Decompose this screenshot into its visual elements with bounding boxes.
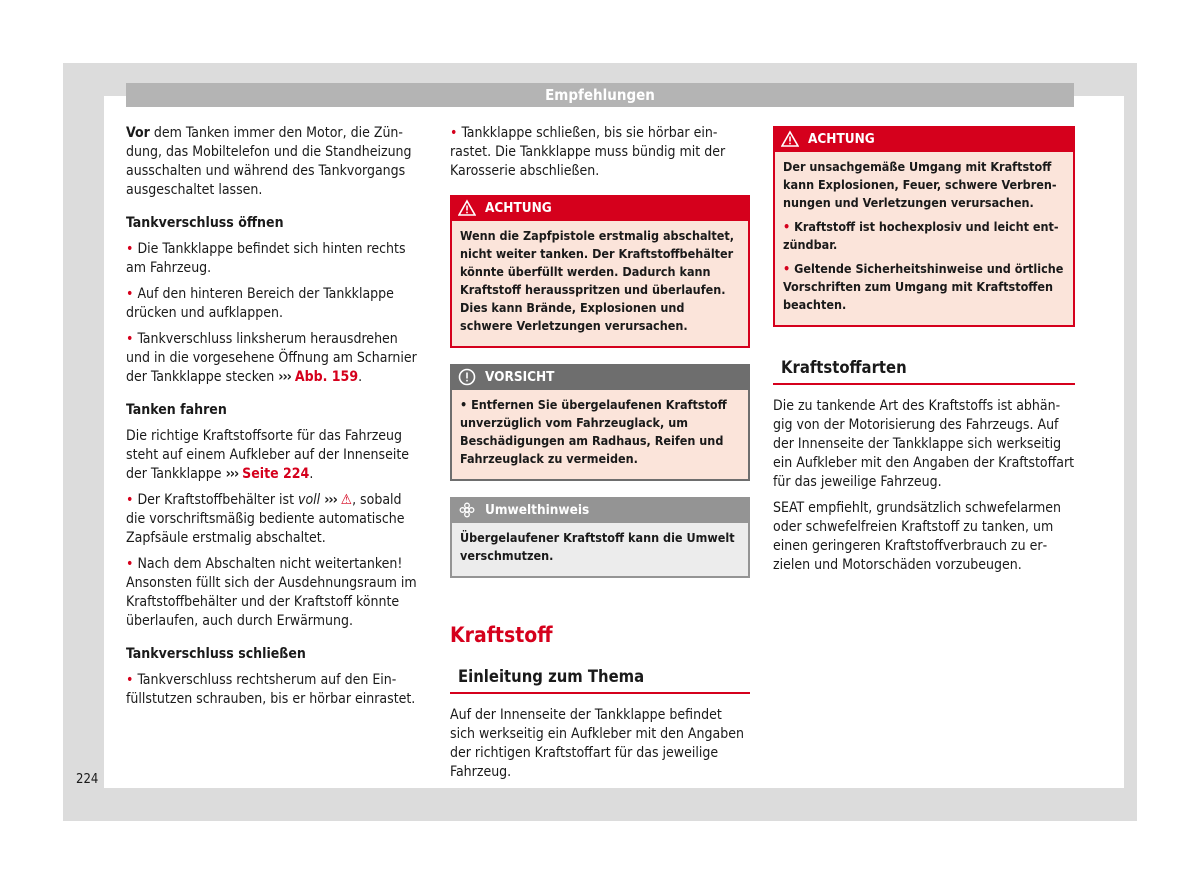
environment-flower-icon [458,501,476,519]
umwelt-text: Übergelaufener Kraftstoff kann die Umwelt verschmutzen. [460,530,735,563]
page-header: Empfehlungen [126,83,1074,107]
warning-triangle-icon [458,199,476,217]
achtung-label: ACHTUNG [485,200,552,216]
vorsicht-label: VORSICHT [485,369,555,385]
umwelt-label: Umwelthinweis [485,502,590,518]
warning-triangle-icon[interactable]: ⚠ [340,492,353,508]
fuel-types-paragraph-1: Die zu tankende Art des Kraftstoffs ist abhängig von der Motorisierung des Fahrzeugs. Auf der Innenseite der Tankklappe sich werkseitig ein Aufkleber mit den Angaben der Kraftstoffart für das jeweilige Fahrzeug. [773,398,1075,490]
list-item: • Kraftstoff ist hochexplosiv und leicht entzündbar. [783,219,1059,252]
bullet-icon: • [783,261,791,276]
achtung-label: ACHTUNG [808,131,875,147]
umwelt-box [450,497,750,578]
list-item: • Tankverschluss rechtsherum auf den Einfüllstutzen schrauben, bis er hörbar einrastet. [126,672,416,707]
heading-close-cap: Tankverschluss schließen [126,646,306,662]
heading-refuel: Tanken fahren [126,402,227,418]
bullet-icon: • [783,219,791,234]
vorsicht-box [450,364,750,481]
bullet-icon: • [126,241,134,257]
achtung-text: Wenn die Zapfpistole erstmalig abschaltet, nicht weiter tanken. Der Kraftstoffbehälter könnte überfüllt werden. Dadurch kann Kraftstoff herausspritzen und überlaufen. Dies kann Brände, Explosionen und schwere Verletzungen verursachen. [460,228,735,333]
bullet-icon: • [126,331,134,347]
refuel-paragraph: Die richtige Kraftstoffsorte für das Fahrzeug steht auf einem Aufkleber auf der Innenseite der Tankklappe ››› Seite 224. [126,428,410,482]
bullet-icon: • [126,492,134,508]
achtung-box-fuel [773,126,1075,327]
caution-circle-icon [458,368,476,386]
list-item: • Auf den hinteren Bereich der Tankklappe drücken und aufklappen. [126,286,394,321]
page-number: 224 [76,772,99,787]
achtung-box [450,195,750,348]
list-item: • Tankklappe schließen, bis sie hörbar einrastet. Die Tankklappe muss bündig mit der Karosserie abschließen. [450,125,726,179]
bullet-icon: • [126,672,134,688]
vorsicht-text: • Entfernen Sie übergelaufenen Kraftstoff unverzüglich vom Fahrzeuglack, um Beschädigungen am Radhaus, Reifen und Fahrzeuglack zu vermeiden. [460,397,727,466]
figure-reference-link[interactable]: Abb. 159 [294,369,359,385]
intro-paragraph: Vor dem Tanken immer den Motor, die Zündung, das Mobiltelefon und die Standheizung ausschalten und während des Tankvorgangs ausgeschaltet lassen. [126,125,412,198]
chapter-title: Kraftstoff [450,623,553,647]
section-title: Einleitung zum Thema [450,666,750,694]
section-title-fuel-types: Kraftstoffarten [773,357,1075,385]
bullet-icon: • [126,556,134,572]
warning-triangle-icon [781,130,799,148]
bullet-icon: • [450,125,458,141]
column-1 [126,124,422,716]
page-reference-link[interactable]: Seite 224 [242,466,310,482]
achtung-intro: Der unsachgemäße Umgang mit Kraftstoff kann Explosionen, Feuer, schwere Verbrennungen und Verletzungen verursachen. [783,159,1057,210]
column-3 [773,124,1075,582]
bullet-icon: • [126,286,134,302]
column-2 [450,124,750,789]
list-item: • Der Kraftstoffbehälter ist voll ››› ⚠, sobald die vorschriftsmäßig bediente automatische Zapfsäule erstmalig abschaltet. [126,492,405,546]
section-intro-paragraph: Auf der Innenseite der Tankklappe befindet sich werkseitig ein Aufkleber mit den Angaben der richtigen Kraftstoffart für das jeweilige Fahrzeug. [450,707,744,780]
list-item: • Die Tankklappe befindet sich hinten rechts am Fahrzeug. [126,241,406,276]
heading-open-cap: Tankverschluss öffnen [126,215,284,231]
list-item: • Tankverschluss linksherum herausdrehen und in die vorgesehene Öffnung am Scharnier der Tankklappe stecken ››› Abb. 159. [126,331,417,385]
list-item: • Nach dem Abschalten nicht weitertanken! Ansonsten füllt sich der Ausdehnungsraum im Kraftstoffbehälter und der Kraftstoff könnte überlaufen, auch durch Erwärmung. [126,556,417,629]
list-item: • Geltende Sicherheitshinweise und örtliche Vorschriften zum Umgang mit Kraftstoffen beachten. [783,261,1064,312]
fuel-types-paragraph-2: SEAT empfiehlt, grundsätzlich schwefelarmen oder schwefelfreien Kraftstoff zu tanken, um einen geringeren Kraftstoffverbrauch zu erzielen und Motorschäden vorzubeugen. [773,500,1062,573]
